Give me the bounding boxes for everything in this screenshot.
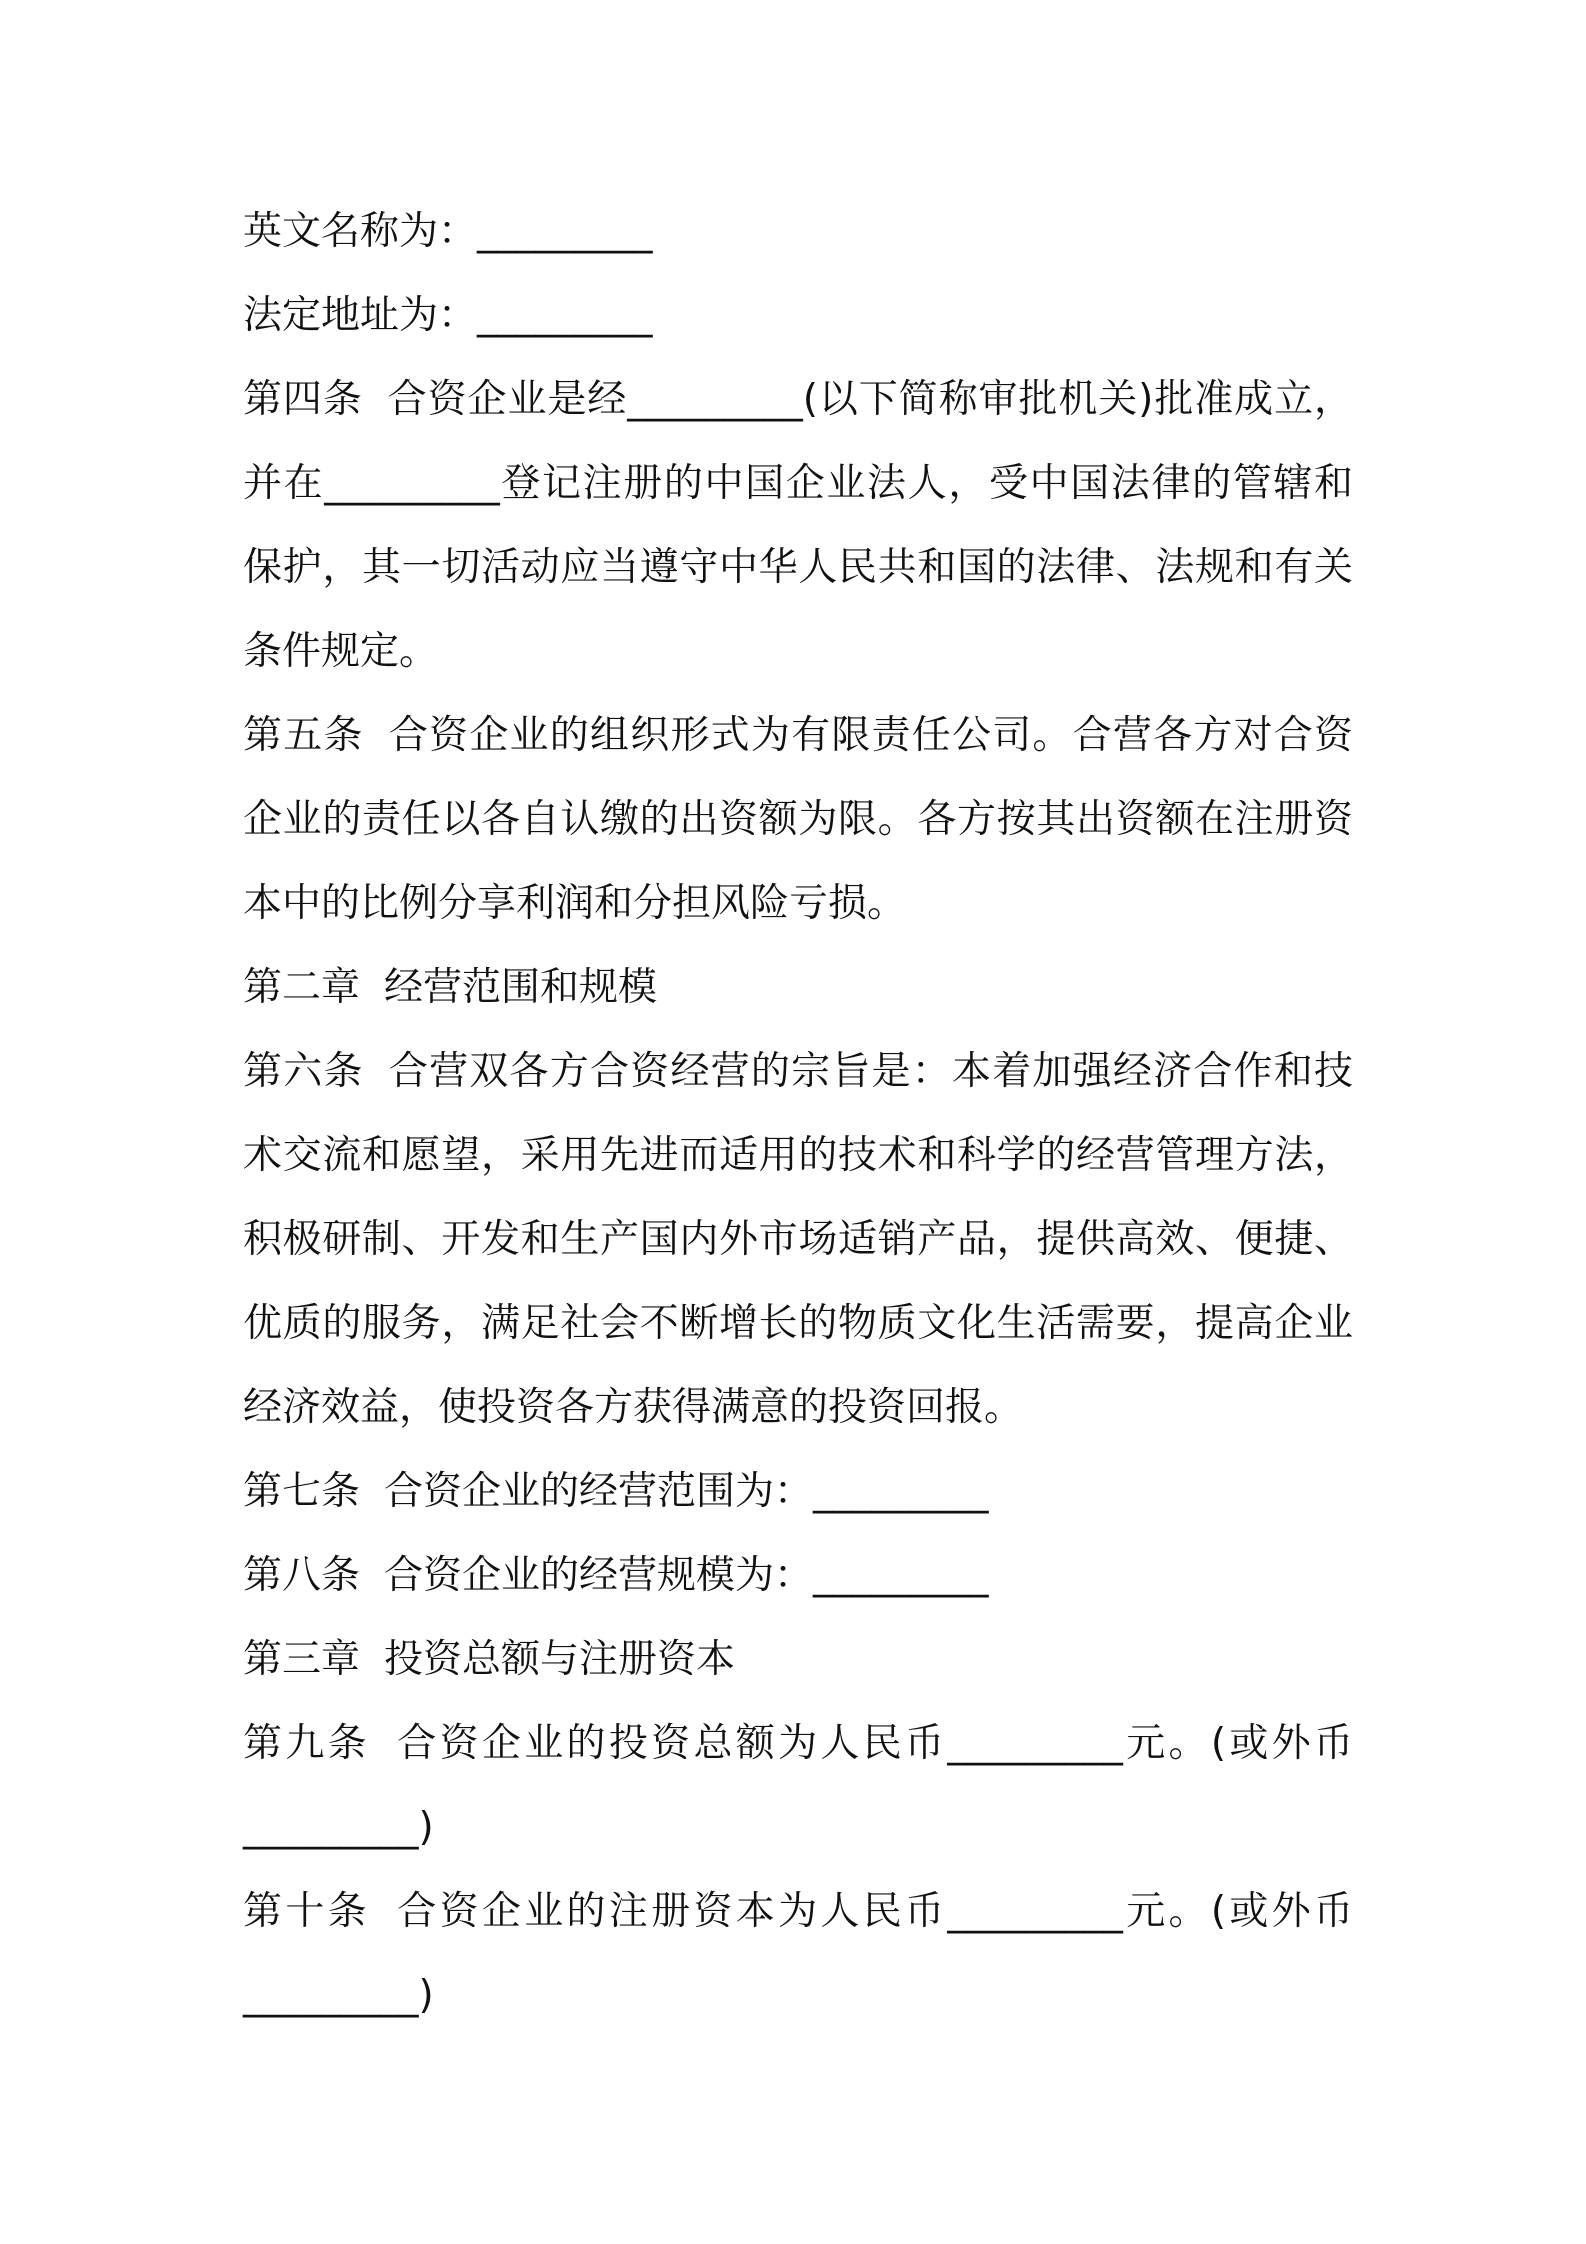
chapter-label: 第三章 <box>243 1637 361 1682</box>
paragraph-text: 合资企业的投资总额为人民币_________元。(或外币_________) <box>243 1721 1353 1850</box>
paragraph-text: 合资企业的经营规模为：_________ <box>384 1553 989 1598</box>
paragraph-text: 合营双各方合资经营的宗旨是：本着加强经济合作和技术交流和愿望，采用先进而适用的技术和科学的经营管理方法，积极研制、开发和生产国内外市场适销产品，提供高效、便捷、优质的服务，满足社会不断增长的物质文化生活需要，提高企业经济效益，使投资各方获得满意的投资回报。 <box>243 1049 1353 1430</box>
article-7 <box>243 1450 1353 1534</box>
article-4 <box>243 358 1353 694</box>
article-label: 第七条 <box>243 1469 361 1514</box>
chapter-label: 第二章 <box>243 965 361 1010</box>
paragraph-text: 合资企业的组织形式为有限责任公司。合营各方对合资企业的责任以各自认缴的出资额为限。各方按其出资额在注册资本中的比例分享利润和分担风险亏损。 <box>243 713 1353 926</box>
article-9 <box>243 1702 1353 1870</box>
paragraph-text: 合资企业的经营范围为：_________ <box>384 1469 989 1514</box>
article-label: 第六条 <box>243 1049 364 1094</box>
article-label: 第九条 <box>243 1721 370 1766</box>
paragraph-text: 英文名称为：_________ <box>243 209 653 254</box>
chapter-3-heading <box>243 1618 1353 1702</box>
article-label: 第八条 <box>243 1553 361 1598</box>
paragraph-text: 合资企业是经_________(以下简称审批机关)批准成立，并在_________登记注册的中国企业法人，受中国法律的管辖和保护，其一切活动应当遵守中华人民共和国的法律、法规和有关条件规定。 <box>243 377 1353 674</box>
chapter-2-heading <box>243 946 1353 1030</box>
paragraph-text: 合资企业的注册资本为人民币_________元。(或外币_________) <box>243 1889 1353 2018</box>
article-6 <box>243 1030 1353 1450</box>
article-5 <box>243 694 1353 946</box>
english-name-line <box>243 190 1353 274</box>
document-body <box>243 190 1353 2038</box>
paragraph-text: 法定地址为：_________ <box>243 293 653 338</box>
article-8 <box>243 1534 1353 1618</box>
legal-address-line <box>243 274 1353 358</box>
chapter-title: 经营范围和规模 <box>384 965 658 1010</box>
article-label: 第四条 <box>243 377 363 422</box>
chapter-title: 投资总额与注册资本 <box>384 1637 736 1682</box>
article-label: 第十条 <box>243 1889 370 1934</box>
article-10 <box>243 1870 1353 2038</box>
article-label: 第五条 <box>243 713 364 758</box>
